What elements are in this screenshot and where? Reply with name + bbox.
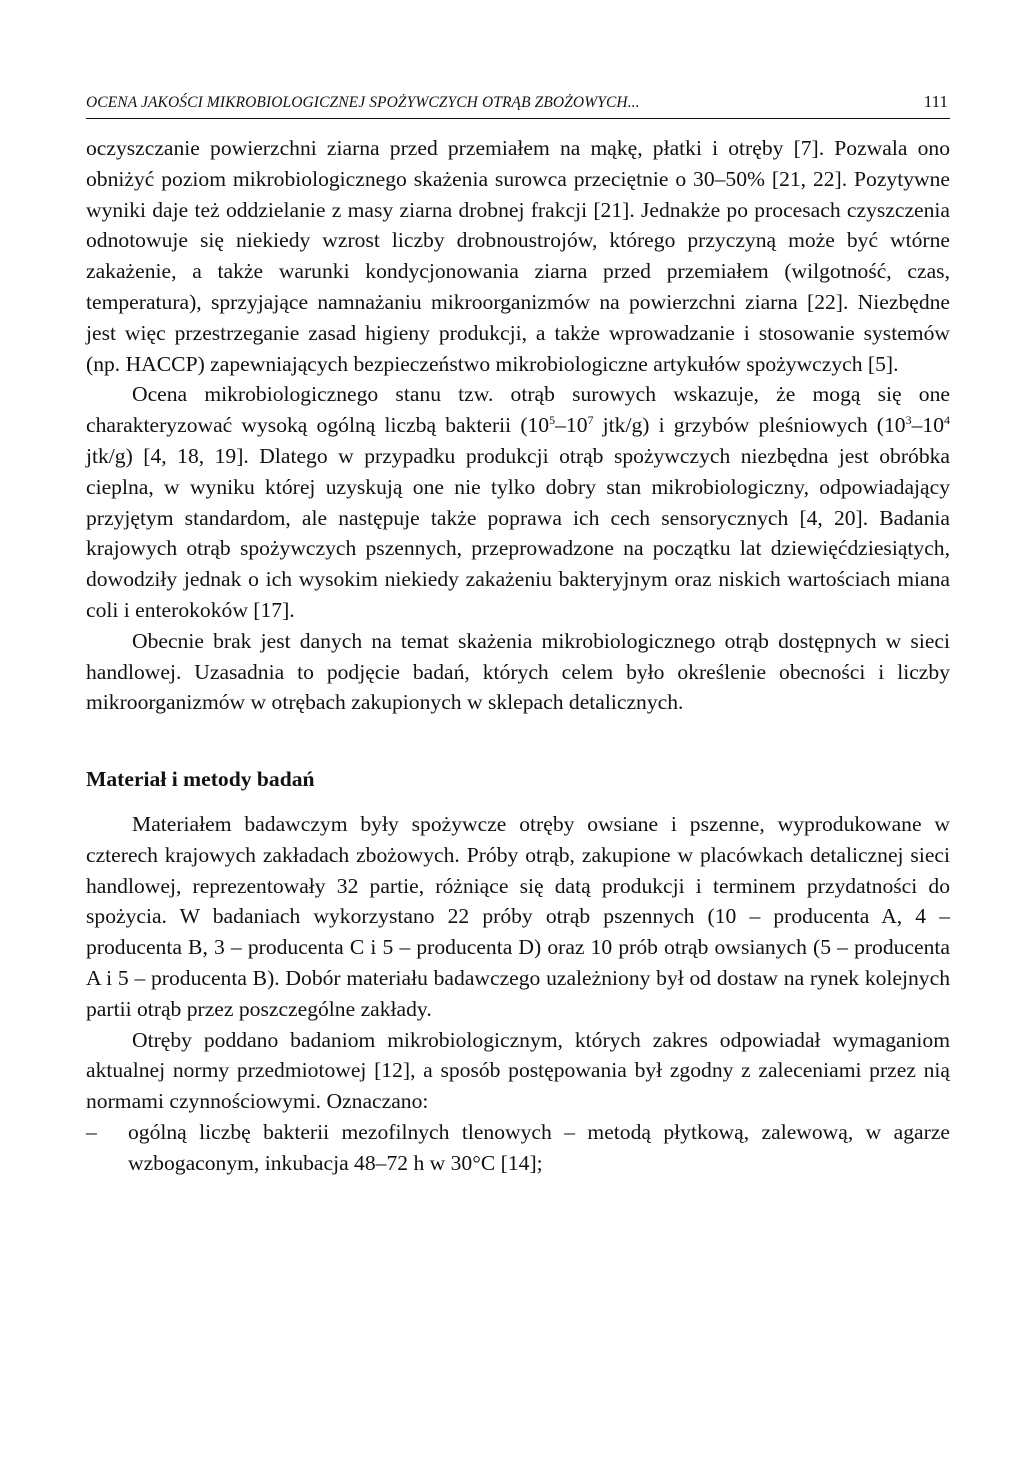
section-heading-materials-methods: Materiał i metody badań (86, 767, 315, 792)
list-item (86, 1117, 950, 1179)
running-header (86, 92, 950, 119)
page-number: 111 (923, 92, 948, 111)
text-run: –10 (911, 413, 944, 438)
text-run: jtk/g) i grzybów pleśniowych (10 (593, 413, 906, 438)
superscript: 5 (549, 413, 556, 428)
paragraph-research-material: Materiałem badawczym były spożywcze otręby owsiane i pszenne, wyprodukowane w czterech krajowych zakładach zbożowych. Próby otrąb, zakupione w placówkach detalicznej sieci handlowej, reprezentowały 32 partie, różniące się datą produkcji i terminem przydatności do spożycia. W badaniach wykorzystano 22 próby otrąb pszennych (10 – producenta A, 4 – producenta B, 3 – producenta C i 5 – producenta D) oraz 10 prób otrąb owsianych (5 – producenta A i 5 – producenta B). Dobór materiału badawczego uzależniony był od dostaw na rynek kolejnych partii otrąb przez poszczególne zakłady. (86, 811, 950, 1021)
superscript: 3 (905, 413, 912, 428)
paragraph-raw-bran-assessment (86, 379, 950, 625)
text-run: –10 (555, 413, 588, 438)
paragraph-microbiological-tests: Otręby poddano badaniom mikrobiologicznym, których zakres odpowiadał wymaganiom aktualnej normy przedmiotowej [12], a sposób postępowania był zgodny z zaleceniami przez nią normami czynnościowymi. Oznaczano: (86, 1027, 950, 1114)
page (86, 92, 950, 1179)
paragraph-research-aim: Obecnie brak jest danych na temat skażenia mikrobiologicznego otrąb dostępnych w sieci handlowej. Uzasadnia to podjęcie badań, których celem było określenie obecności i liczby mikroorganizmów w otrębach zakupionych w sklepach detalicznych. (86, 628, 950, 715)
running-title: OCENA JAKOŚCI MIKROBIOLOGICZNEJ SPOŻYWCZYCH OTRĄB ZBOŻOWYCH... (86, 94, 640, 111)
paragraph-cleaning: oczyszczanie powierzchni ziarna przed przemiałem na mąkę, płatki i otręby [7]. Pozwala ono obniżyć poziom mikrobiologicznego skażenia surowca przeciętnie o 30–50% [21, 22]. Pozytywne wyniki daje też oddzielanie z masy ziarna drobnej frakcji [21]. Jednakże po procesach czyszczenia odnotowuje się niekiedy wzrost liczby drobnoustrojów, którego przyczyną może być wtórne zakażenie, a także warunki kondycjonowania ziarna przed przemiałem (wilgotność, czas, temperatura), sprzyjające namnażaniu mikroorganizmów na powierzchni ziarna [22]. Niezbędne jest więc przestrzeganie zasad higieny produkcji, a także wprowadzanie i stosowanie systemów (np. HACCP) zapewniających bezpieczeństwo mikrobiologiczne artykułów spożywczych [5]. (86, 136, 950, 376)
superscript: 4 (944, 413, 950, 428)
text-run: jtk/g) [4, 18, 19]. Dlatego w przypadku produkcji otrąb spożywczych niezbędna jest obróbka cieplna, w wyniku której uzyskują one nie tylko dobry stan mikrobiologiczny, odpowiadający przyjętym standardom, ale następuje także poprawa ich cech sensorycznych [4, 20]. Badania krajowych otrąb spożywczych pszennych, przeprowadzone na początku lat dziewięćdziesiątych, dowodziły jednak o ich wysokim niekiedy zakażeniu bakteryjnym oraz niskich wartościach miana coli i enterokoków [17]. (86, 443, 950, 622)
list-item-text: ogólną liczbę bakterii mezofilnych tlenowych – metodą płytkową, zalewową, w agarze wzbogaconym, inkubacja 48–72 h w 30°C [14]; (128, 1119, 950, 1175)
text-run: Ocena mikrobiologicznego stanu tzw. otrąb surowych wskazuje, że mogą się one charakteryzować wysoką ogólną liczbą bakterii (10 (86, 382, 950, 438)
superscript: 7 (587, 413, 594, 428)
list-dash: – (86, 1119, 97, 1144)
